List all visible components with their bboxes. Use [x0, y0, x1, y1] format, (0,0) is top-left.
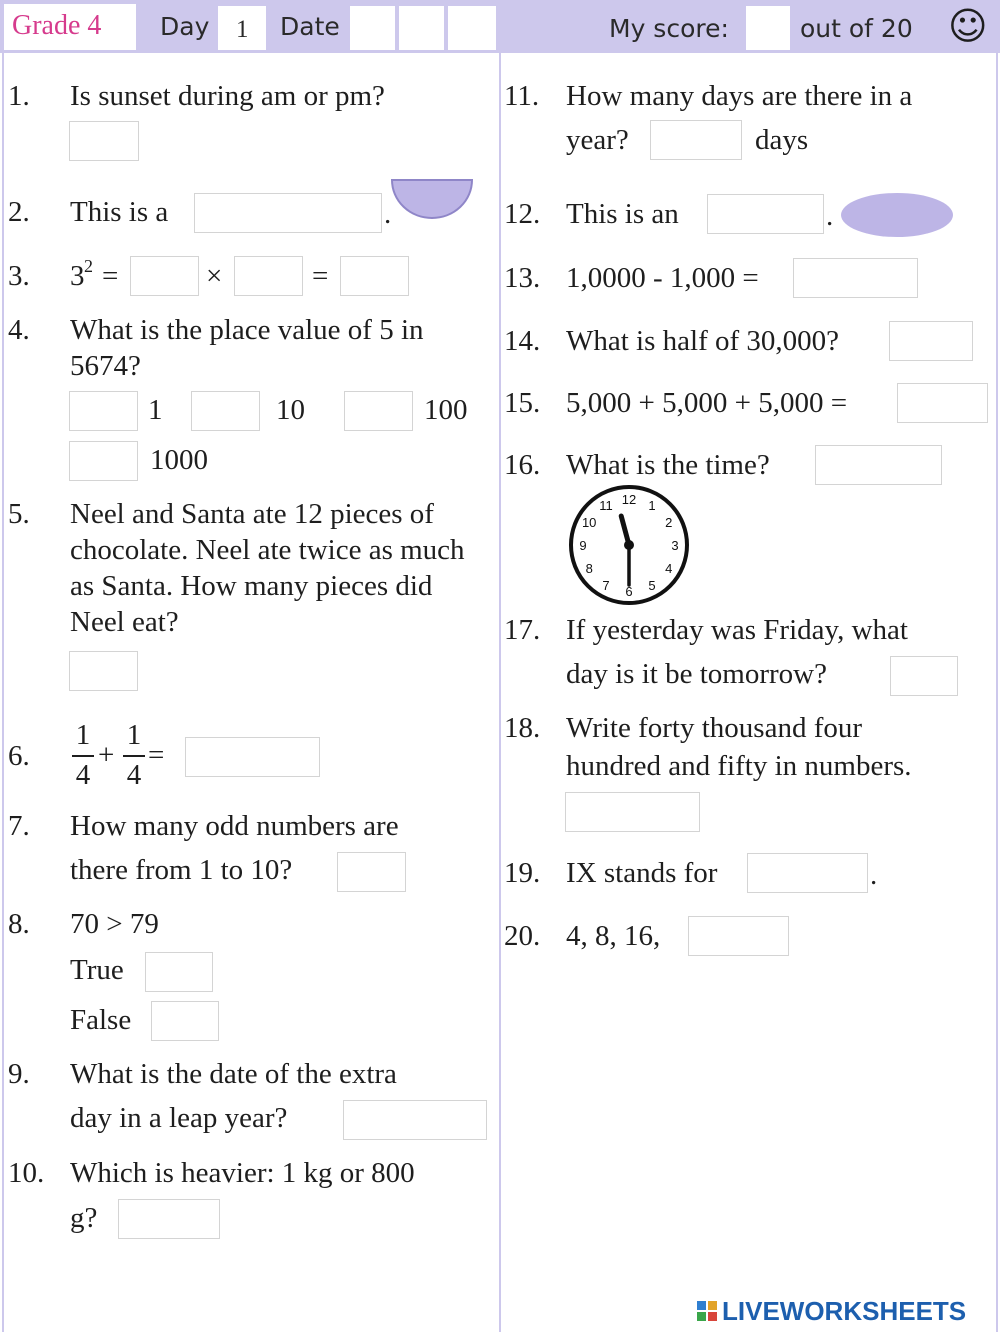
- q8-number: 8.: [8, 908, 30, 940]
- q3-equals-2: =: [312, 260, 329, 292]
- q6-denominator-2: 4: [126, 759, 142, 791]
- q17-text-line-1: If yesterday was Friday, what: [566, 614, 908, 646]
- date-field-3[interactable]: [448, 6, 496, 50]
- q17-answer[interactable]: [890, 656, 958, 696]
- liveworksheets-logo: [697, 1296, 966, 1326]
- logo-text-worksheets: WORKSHEETS: [779, 1295, 967, 1326]
- q7-answer[interactable]: [337, 852, 406, 892]
- q1-number: 1.: [8, 80, 30, 112]
- q7-text-line-1: How many odd numbers are: [70, 810, 399, 842]
- q8-false-box[interactable]: [151, 1001, 219, 1041]
- clock-number-11: 11: [599, 498, 613, 514]
- q20-text: 4, 8, 16,: [566, 920, 661, 952]
- q10-text-line-1: Which is heavier: 1 kg or 800: [70, 1157, 415, 1189]
- smiley-icon: ☺: [948, 4, 988, 48]
- clock-icon: [566, 484, 692, 606]
- score-field[interactable]: [746, 6, 790, 50]
- clock-number-8: 8: [585, 561, 593, 576]
- q2-period: .: [384, 198, 392, 230]
- clock-number-6: 6: [625, 584, 633, 599]
- clock-number-1: 1: [648, 498, 656, 514]
- q6-numerator-2: 1: [126, 719, 142, 751]
- left-border: [2, 53, 4, 1332]
- q13-text: 1,0000 - 1,000 =: [566, 262, 759, 294]
- q20-number: 20.: [504, 920, 541, 952]
- q13-answer[interactable]: [793, 258, 918, 298]
- q8-true-box[interactable]: [145, 952, 213, 992]
- q18-answer[interactable]: [565, 792, 700, 832]
- logo-grid-icon: [697, 1301, 717, 1321]
- q13-number: 13.: [504, 262, 541, 294]
- q4-option-2: 10: [276, 394, 305, 426]
- q4-option-box-3[interactable]: [344, 391, 413, 431]
- q4-option-3: 100: [424, 394, 468, 426]
- clock-number-3: 3: [671, 538, 679, 553]
- q8-false-label: False: [70, 1004, 132, 1036]
- right-border: [996, 53, 998, 1332]
- clock-number-10: 10: [581, 515, 597, 530]
- q20-answer[interactable]: [688, 916, 789, 956]
- day-label: Day: [160, 12, 210, 41]
- grade-label: Grade 4: [12, 10, 102, 41]
- q18-text-line-2: hundred and fifty in numbers.: [566, 750, 912, 782]
- q6-denominator-1: 4: [75, 759, 91, 791]
- q19-answer[interactable]: [747, 853, 868, 893]
- clock-number-7: 7: [602, 577, 610, 593]
- q17-text-line-2: day is it be tomorrow?: [566, 658, 827, 690]
- clock-number-5: 5: [648, 577, 656, 593]
- q2-number: 2.: [8, 196, 30, 228]
- q2-text: This is a: [70, 196, 169, 228]
- middle-divider: [499, 53, 501, 1332]
- date-field-2[interactable]: [399, 6, 444, 50]
- q5-text: Neel and Santa ate 12 pieces of chocolate. Neel ate twice as much as Santa. How many pieces did Neel eat?: [70, 498, 465, 638]
- clock-number-2: 2: [665, 515, 673, 530]
- q1-text: Is sunset during am or pm?: [70, 80, 385, 112]
- clock-number-9: 9: [579, 538, 587, 553]
- q3-exponent: 2: [84, 256, 93, 276]
- q11-unit: days: [755, 124, 809, 156]
- date-field-1[interactable]: [350, 6, 395, 50]
- q4-option-box-1[interactable]: [69, 391, 138, 431]
- q11-number: 11.: [504, 80, 540, 112]
- q10-text-line-2: g?: [70, 1202, 98, 1234]
- q7-text-line-2: there from 1 to 10?: [70, 854, 293, 886]
- q11-text-line-2: year?: [566, 124, 629, 156]
- q6-answer[interactable]: [185, 737, 320, 777]
- q6-number: 6.: [8, 740, 30, 772]
- q11-answer[interactable]: [650, 120, 742, 160]
- q16-number: 16.: [504, 449, 541, 481]
- q19-text: IX stands for: [566, 857, 718, 889]
- q18-number: 18.: [504, 712, 541, 744]
- q4-option-box-4[interactable]: [69, 441, 138, 481]
- date-label: Date: [280, 12, 340, 41]
- q6-plus: +: [98, 739, 115, 771]
- q10-number: 10.: [8, 1157, 45, 1189]
- q12-answer[interactable]: [707, 194, 824, 234]
- q11-text-line-1: How many days are there in a: [566, 80, 913, 112]
- q15-number: 15.: [504, 387, 541, 419]
- clock-number-4: 4: [665, 561, 673, 576]
- q6-equals: =: [148, 739, 165, 771]
- clock-center: [624, 540, 634, 550]
- oval-shape: [838, 190, 956, 240]
- q6-fraction-bar-1: [72, 755, 94, 757]
- q9-number: 9.: [8, 1058, 30, 1090]
- logo-text-live: LIVE: [722, 1295, 780, 1326]
- q5-number: 5.: [8, 498, 30, 530]
- q4-option-4: 1000: [150, 444, 208, 476]
- q8-true-label: True: [70, 954, 124, 986]
- q12-number: 12.: [504, 198, 541, 230]
- q12-period: .: [826, 200, 834, 232]
- q9-text-line-2: day in a leap year?: [70, 1102, 288, 1134]
- q5-answer[interactable]: [69, 651, 138, 691]
- day-value: 1: [236, 16, 249, 43]
- q2-answer[interactable]: [194, 193, 382, 233]
- q19-period: .: [870, 859, 878, 891]
- q15-text: 5,000 + 5,000 + 5,000 =: [566, 387, 848, 419]
- q3-equals-1: =: [102, 260, 119, 292]
- q6-numerator-1: 1: [75, 719, 91, 751]
- q9-text-line-1: What is the date of the extra: [70, 1058, 397, 1090]
- q14-number: 14.: [504, 325, 541, 357]
- out-of-label: out of 20: [800, 14, 913, 43]
- q12-text: This is an: [566, 198, 679, 230]
- q16-answer[interactable]: [815, 445, 942, 485]
- q3-times: ×: [206, 260, 223, 292]
- q15-answer[interactable]: [897, 383, 988, 423]
- q4-text: What is the place value of 5 in 5674?: [70, 314, 424, 382]
- q3-answer-1[interactable]: [130, 256, 199, 296]
- q16-text: What is the time?: [566, 449, 770, 481]
- q9-answer[interactable]: [343, 1100, 487, 1140]
- q1-answer[interactable]: [69, 121, 139, 161]
- score-label: My score:: [609, 14, 729, 43]
- q8-text: 70 > 79: [70, 908, 159, 940]
- q3-answer-2[interactable]: [234, 256, 303, 296]
- q4-number: 4.: [8, 314, 30, 346]
- q3-answer-3[interactable]: [340, 256, 409, 296]
- clock-number-12: 12: [621, 492, 637, 507]
- q10-answer[interactable]: [118, 1199, 220, 1239]
- q18-text-line-1: Write forty thousand four: [566, 712, 863, 744]
- q7-number: 7.: [8, 810, 30, 842]
- q17-number: 17.: [504, 614, 541, 646]
- q6-fraction-bar-2: [123, 755, 145, 757]
- q14-text: What is half of 30,000?: [566, 325, 840, 357]
- q14-answer[interactable]: [889, 321, 973, 361]
- q3-base: 3: [70, 260, 85, 292]
- q4-option-box-2[interactable]: [191, 391, 260, 431]
- q4-option-1: 1: [148, 394, 163, 426]
- q3-number: 3.: [8, 260, 30, 292]
- q19-number: 19.: [504, 857, 541, 889]
- semicircle-shape: [390, 176, 474, 220]
